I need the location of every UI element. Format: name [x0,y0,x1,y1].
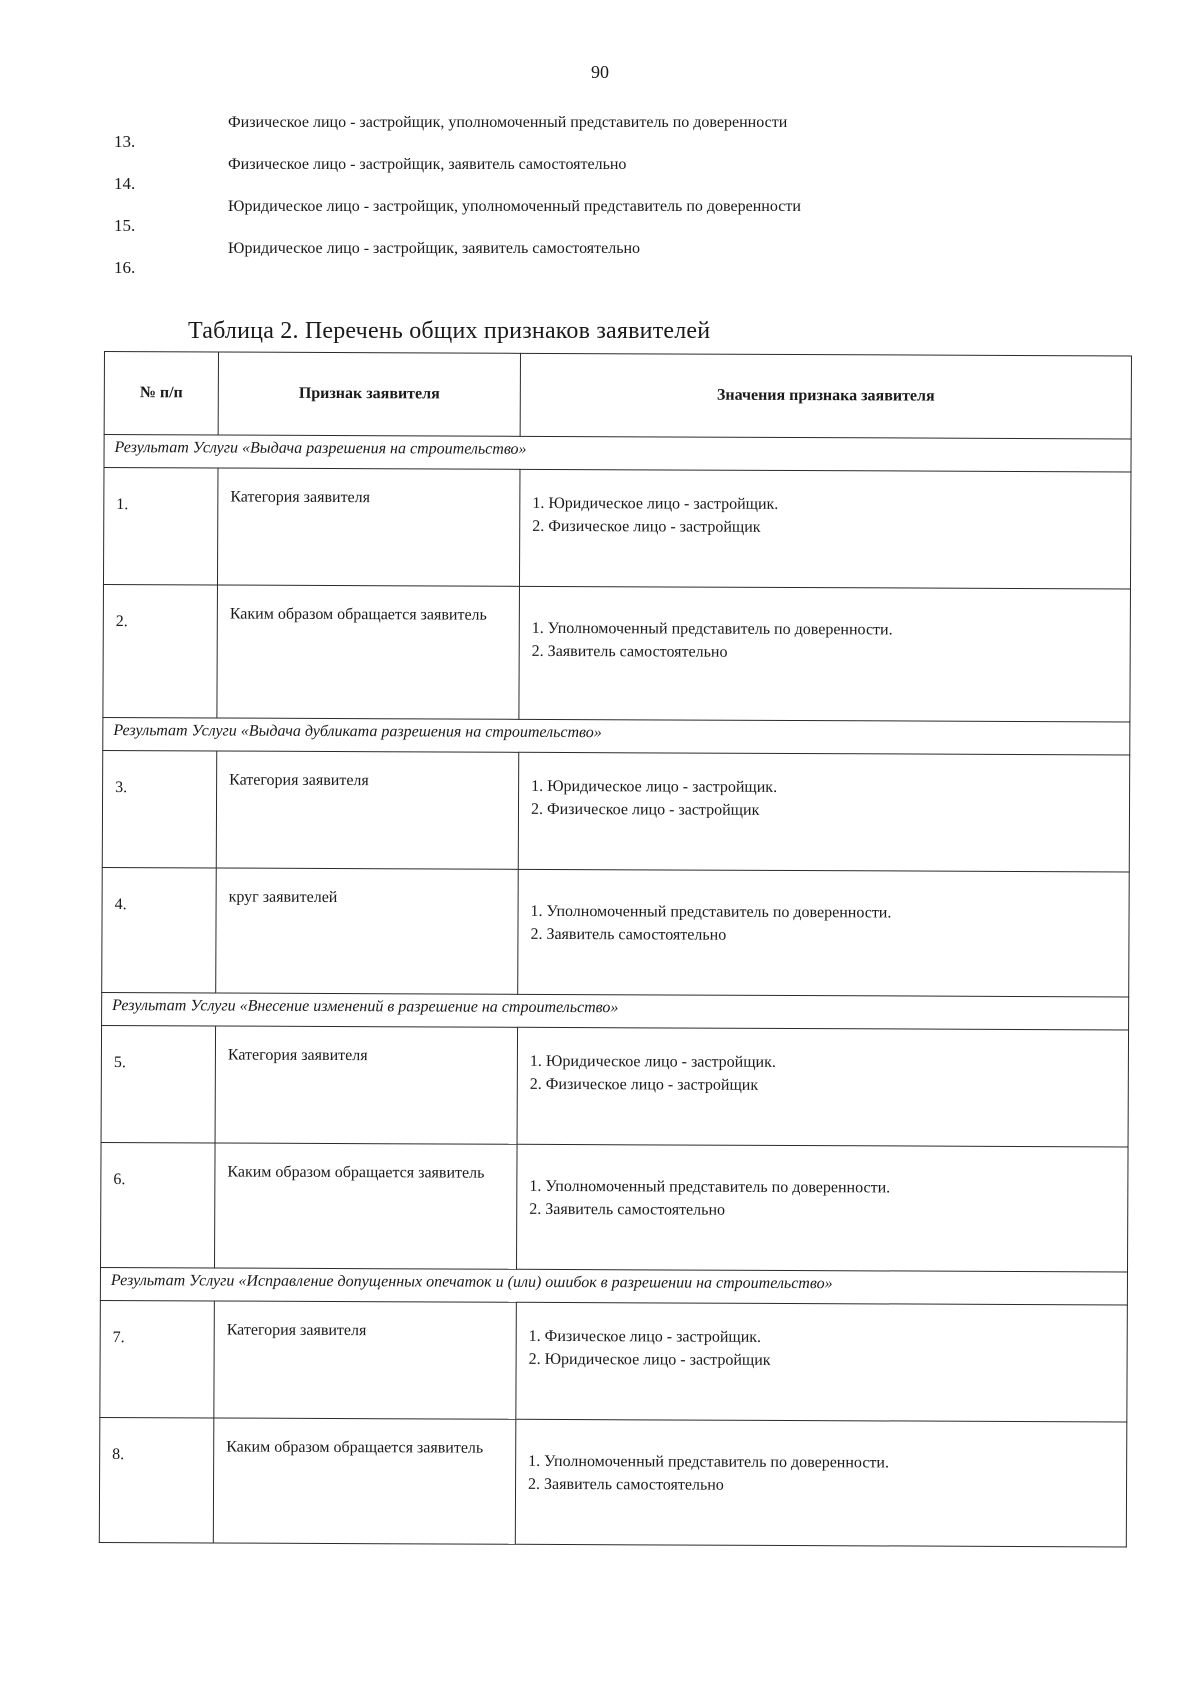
list-item [110,236,1010,278]
table-row [102,750,1130,871]
row-sign: Каким образом обращается заявитель [213,1418,516,1544]
applicant-signs-table [99,351,1132,1547]
table-title: Таблица 2. Перечень общих признаков заявителей [188,318,711,344]
list-item-number: 15. [114,216,136,235]
row-sign: Категория заявителя [215,1026,518,1144]
list-item [110,152,1010,194]
row-values [518,752,1130,872]
value-line: 2. Юридическое лицо - застройщик [528,1351,771,1370]
row-number: 4. [102,867,217,992]
row-values [517,1027,1129,1147]
list-item-number: 16. [114,258,136,277]
value-line: 2. Физическое лицо - застройщик [532,518,761,537]
list-item-number: 13. [114,132,136,151]
table-header-row [104,352,1131,439]
list-item-text: Физическое лицо - застройщик, заявитель самостоятельно [228,156,627,173]
table-row [101,1025,1129,1146]
value-line: 1. Уполномоченный представитель по доверенности. [531,619,893,639]
table-row [100,1300,1128,1421]
row-sign: Категория заявителя [214,1301,517,1419]
row-number: 7. [100,1300,215,1417]
value-line: 2. Физическое лицо - застройщик [530,801,760,820]
table-row [103,468,1131,589]
header-number: № п/п [104,352,218,435]
section-title: Результат Услуги «Внесение изменений в разрешение на строительство» [102,992,1129,1029]
value-line: 1. Юридическое лицо - застройщик. [531,777,778,796]
page-number: 90 [591,62,609,82]
list-item-text: Юридическое лицо - застройщик, заявитель самостоятельно [228,240,641,257]
row-number: 2. [103,584,218,717]
section-row [102,992,1129,1029]
section-row [100,1267,1127,1304]
table-row [99,1417,1127,1546]
row-sign: Каким образом обращается заявитель [217,585,520,719]
row-sign: Каким образом обращается заявитель [214,1143,517,1269]
row-sign: круг заявителей [216,868,519,994]
value-line: 1. Юридическое лицо - застройщик. [532,494,779,513]
value-line: 1. Физическое лицо - застройщик. [528,1327,762,1346]
row-values [516,1302,1128,1422]
row-values [515,1419,1127,1547]
row-sign: Категория заявителя [216,751,519,869]
row-number: 5. [101,1025,216,1142]
list-item [110,194,1010,236]
row-number: 3. [102,750,217,867]
list-item-number: 14. [114,174,136,193]
section-title: Результат Услуги «Исправление допущенных опечаток и (или) ошибок в разрешении на строительство» [100,1267,1127,1304]
value-line: 2. Заявитель самостоятельно [528,1476,724,1494]
section-row [104,435,1131,472]
row-number: 6. [101,1142,216,1267]
list-item-text: Физическое лицо - застройщик, уполномоченный представитель по доверенности [228,114,788,131]
row-number: 1. [103,468,218,585]
header-sign: Признак заявителя [218,352,520,436]
section-title: Результат Услуги «Выдача разрешения на строительство» [104,435,1131,472]
row-values [519,586,1131,722]
list-item [110,110,1010,152]
table-row [103,584,1131,721]
value-line: 1. Уполномоченный представитель по доверенности. [528,1452,890,1472]
value-line: 1. Уполномоченный представитель по доверенности. [530,902,892,922]
value-line: 2. Заявитель самостоятельно [531,643,728,661]
table-row [101,1142,1129,1271]
list-item-text: Юридическое лицо - застройщик, уполномоченный представитель по доверенности [228,198,801,215]
row-values [516,1144,1128,1272]
row-values [518,869,1130,997]
continued-list [110,110,1010,278]
row-values [519,469,1131,589]
row-number: 8. [99,1417,214,1542]
value-line: 2. Заявитель самостоятельно [530,926,727,944]
header-values: Значения признака заявителя [520,353,1131,439]
value-line: 2. Заявитель самостоятельно [529,1201,726,1219]
section-title: Результат Услуги «Выдача дубликата разрешения на строительство» [103,717,1130,754]
value-line: 1. Уполномоченный представитель по доверенности. [529,1177,891,1197]
table-row [102,867,1130,996]
value-line: 1. Юридическое лицо - застройщик. [529,1052,776,1071]
section-row [103,717,1130,754]
row-sign: Категория заявителя [217,468,520,586]
value-line: 2. Физическое лицо - застройщик [529,1076,759,1095]
